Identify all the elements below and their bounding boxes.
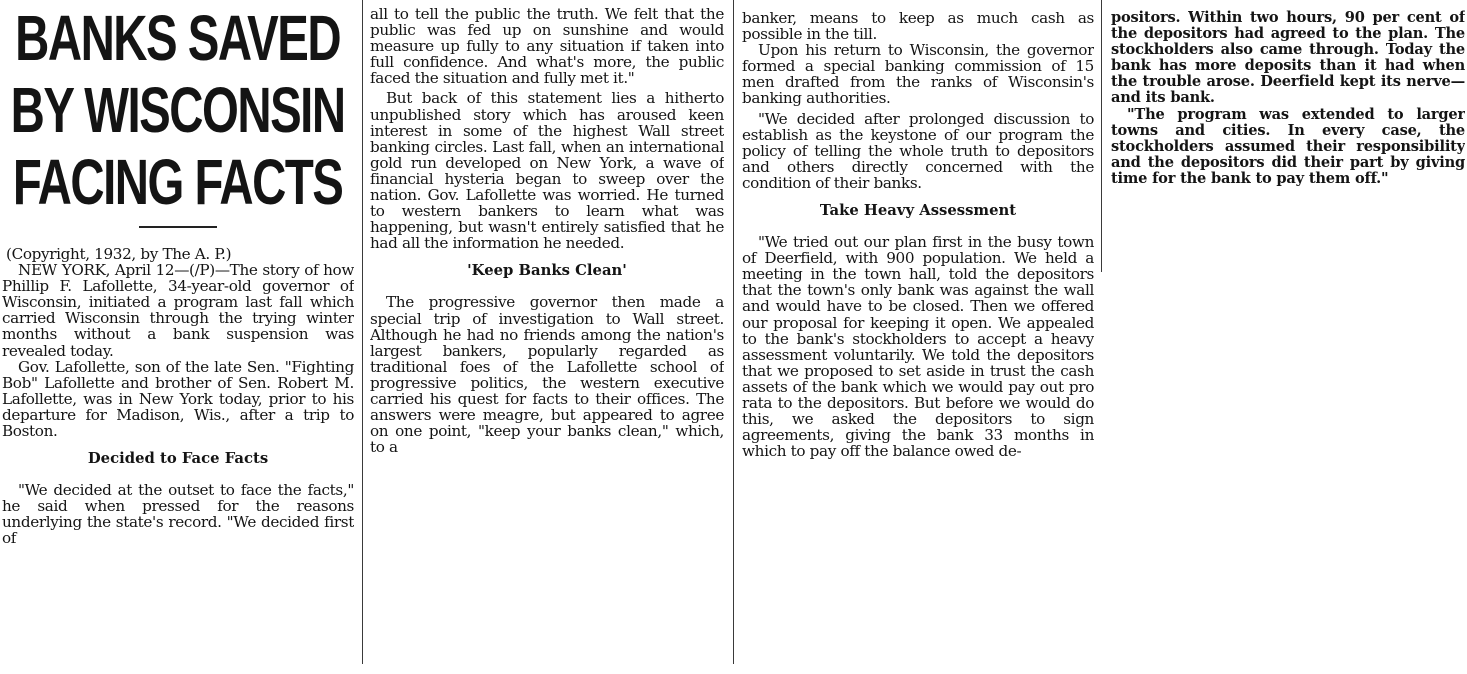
subhead: Take Heavy Assessment (819, 202, 1017, 220)
column-rule (1101, 0, 1102, 272)
paragraph: all to tell the public the truth. We felt that the public was fed up on sunshine and would measure up fully to any situation if taken into full confidence. And what's more, the public faced the situation and fully met it." (370, 6, 724, 88)
column-2 (370, 6, 724, 670)
paragraph: But back of this statement lies a hitherto unpublished story which has aroused keen interest in some of the highest Wall street banking circles. Last fall, when an international gold run developed on New York, a wave of financial hysteria began to sweep over the nation. Gov. Lafollette was worried. He turned to western bankers to learn what was happening, but wasn't entirely satisfied that he had all the information he needed. (370, 89, 724, 253)
headline-divider (139, 226, 217, 228)
column-3 (742, 10, 1094, 674)
column-1 (2, 0, 354, 664)
column-rule (362, 0, 363, 664)
paragraph: "We decided at the outset to face the facts," he said when pressed for the reasons underlying the state's record. "We decided first of (2, 481, 354, 548)
headline-line-3: FACING FACTS (13, 146, 343, 218)
copyright-line: (Copyright, 1932, by The A. P.) (6, 245, 232, 263)
paragraph: "We tried out our plan first in the busy town of Deerfield, with 900 population. We held a meeting in the town hall, told the depositors that the town's only bank was against the wall and would have to be closed. Then we offered our proposal for keeping it open. We appealed to the bank's stockholders to accept a heavy assessment voluntarily. We told the depositors that we proposed to set aside in trust the cash assets of the bank which we would pay out pro rata to the depositors. But before we would do this, we asked the depositors to sign agreements, giving the bank 33 months in which to pay off the balance owed de- (742, 233, 1094, 461)
paragraph: banker, means to keep as much cash as possible in the till. (742, 10, 1094, 44)
column-4 (1111, 10, 1465, 280)
paragraph: NEW YORK, April 12—(/P)—The story of how Phillip F. Lafollette, 34-year-old governor of Wisconsin, initiated a program last fall which carried Wisconsin through the trying winter months without a bank suspension was revealed today. (2, 261, 354, 360)
headline-line-2: BY WISCONSIN (11, 74, 345, 146)
column-rule (733, 0, 734, 664)
paragraph: The progressive governor then made a special trip of investigation to Wall street. Although he had no friends among the nation's largest bankers, popularly regarded as traditional foes of the Lafollette school of progressive politics, the western executive carried his quest for facts to their offices. The answers were meagre, but appeared to agree on one point, "keep your banks clean," which, to a (370, 293, 724, 457)
subhead: Decided to Face Facts (87, 450, 269, 468)
headline-line-1: BANKS SAVED (15, 2, 341, 74)
paragraph: Gov. Lafollette, son of the late Sen. "Fighting Bob" Lafollette and brother of Sen. Robert M. Lafollette, was in New York today, prior to his departure for Madison, Wis., after a trip to Boston. (2, 357, 354, 441)
paragraph: positors. Within two hours, 90 per cent of the depositors had agreed to the plan. The stockholders also came through. Today the bank has more deposits than it had when the trouble arose. Deerfield kept its nerve—and its bank. (1111, 10, 1465, 107)
paragraph: "The program was extended to larger towns and cities. In every case, the stockholders assumed their responsibility and the depositors did their part by giving time for the bank to pay them off." (1111, 105, 1465, 187)
paragraph: "We decided after prolonged discussion to establish as the keystone of our program the policy of telling the whole truth to depositors and others directly concerned with the condition of their banks. (742, 109, 1094, 192)
subhead: 'Keep Banks Clean' (467, 262, 627, 280)
headline (2, 2, 354, 218)
paragraph: Upon his return to Wisconsin, the governor formed a special banking commission of 15 men drafted from the ranks of Wisconsin's banking authorities. (742, 41, 1094, 108)
